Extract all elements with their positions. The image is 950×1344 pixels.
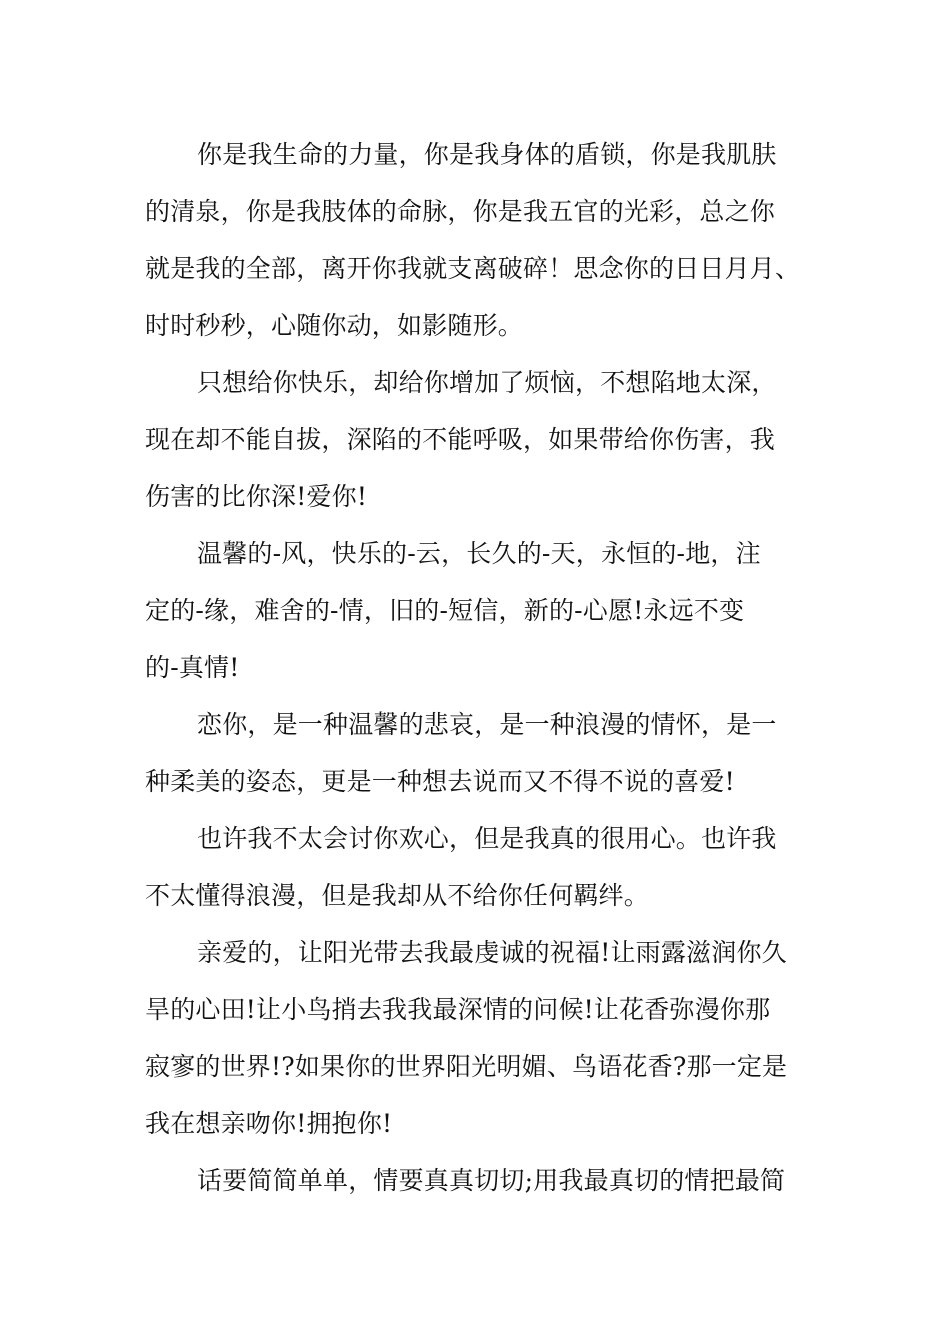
text-line: 亲爱的，让阳光带去我最虔诚的祝福!让雨露滋润你久 [197, 938, 787, 967]
text-line: 现在却不能自拔，深陷的不能呼吸，如果带给你伤害，我 [145, 425, 776, 454]
text-line: 你是我生命的力量，你是我身体的盾锁，你是我肌肤 [197, 140, 777, 169]
text-line: 时时秒秒，心随你动，如影随形。 [145, 311, 524, 340]
text-line: 就是我的全部，离开你我就支离破碎！思念你的日日月月、 [145, 254, 801, 283]
text-line: 温馨的-风，快乐的-云，长久的-天，永恒的-地，注 [197, 539, 761, 568]
text-line: 定的-缘，难舍的-情，旧的-短信，新的-心愿!永远不变 [145, 596, 745, 625]
text-line: 种柔美的姿态，更是一种想去说而又不得不说的喜爱! [145, 767, 735, 796]
text-line: 不太懂得浪漫，但是我却从不给你任何羁绊。 [145, 881, 650, 910]
text-line: 寂寥的世界!?如果你的世界阳光明媚、鸟语花香?那一定是 [145, 1052, 788, 1081]
text-line: 也许我不太会讨你欢心，但是我真的很用心。也许我 [197, 824, 777, 853]
text-line: 我在想亲吻你!拥抱你! [145, 1109, 393, 1138]
text-line: 伤害的比你深!爱你! [145, 482, 368, 511]
text-line: 的-真情! [145, 653, 240, 682]
body-text [145, 126, 825, 1209]
text-line: 只想给你快乐，却给你增加了烦恼，不想陷地太深， [197, 368, 777, 397]
text-line: 的清泉，你是我肢体的命脉，你是我五官的光彩，总之你 [145, 197, 776, 226]
text-line: 恋你，是一种温馨的悲哀，是一种浪漫的情怀，是一 [197, 710, 777, 739]
text-line: 话要简简单单，情要真真切切;用我最真切的情把最简 [197, 1166, 786, 1195]
text-line: 旱的心田!让小鸟捎去我我最深情的问候!让花香弥漫你那 [145, 995, 771, 1024]
